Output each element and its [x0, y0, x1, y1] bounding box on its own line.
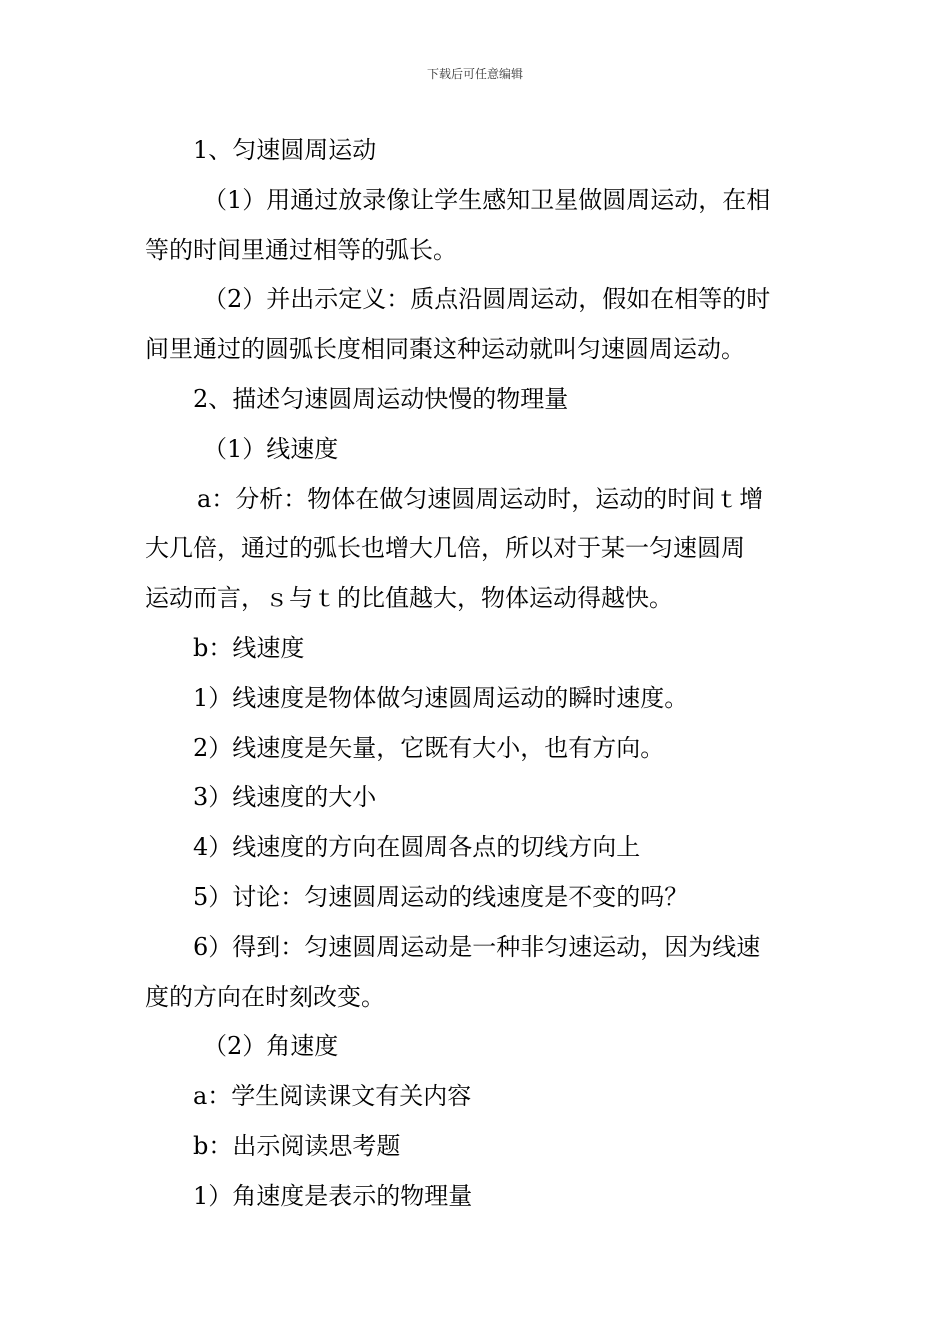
document-body	[145, 126, 810, 1222]
text-line: 3）线速度的大小	[193, 783, 377, 812]
text-line: 等的时间里通过相等的弧长。	[145, 235, 457, 264]
text-line: b：线速度	[193, 633, 305, 662]
text-line: 4）线速度的方向在圆周各点的切线方向上	[193, 833, 641, 862]
text-line: a：分析：物体在做匀速圆周运动时，运动的时间ｔ增	[197, 484, 764, 513]
text-line: （1）用通过放录像让学生感知卫星做圆周运动，在相	[203, 185, 771, 214]
text-line: 度的方向在时刻改变。	[145, 982, 385, 1011]
text-line: 大几倍，通过的弧长也增大几倍，所以对于某一匀速圆周	[145, 534, 745, 563]
text-line: 间里通过的圆弧长度相同棗这种运动就叫匀速圆周运动。	[145, 335, 745, 364]
text-line: b：出示阅读思考题	[193, 1131, 401, 1160]
text-line: 5）讨论：匀速圆周运动的线速度是不变的吗？	[193, 882, 689, 911]
text-line: （2）角速度	[203, 1032, 339, 1061]
text-line: 运动而言，ｓ与ｔ的比值越大，物体运动得越快。	[145, 584, 673, 613]
text-line: 6）得到：匀速圆周运动是一种非匀速运动，因为线速	[193, 932, 761, 961]
text-line: 2）线速度是矢量，它既有大小，也有方向。	[193, 733, 665, 762]
text-line: a：学生阅读课文有关内容	[193, 1082, 472, 1111]
text-line: （1）线速度	[203, 434, 339, 463]
text-line: 1）线速度是物体做匀速圆周运动的瞬时速度。	[193, 683, 689, 712]
text-line: 2、描述匀速圆周运动快慢的物理量	[193, 384, 569, 413]
text-line: 1、匀速圆周运动	[193, 136, 377, 164]
text-line: （2）并出示定义：质点沿圆周运动，假如在相等的时	[203, 285, 771, 314]
page-header: 下载后可任意编辑	[426, 67, 523, 81]
text-line: 1）角速度是表示的物理量	[193, 1181, 473, 1210]
